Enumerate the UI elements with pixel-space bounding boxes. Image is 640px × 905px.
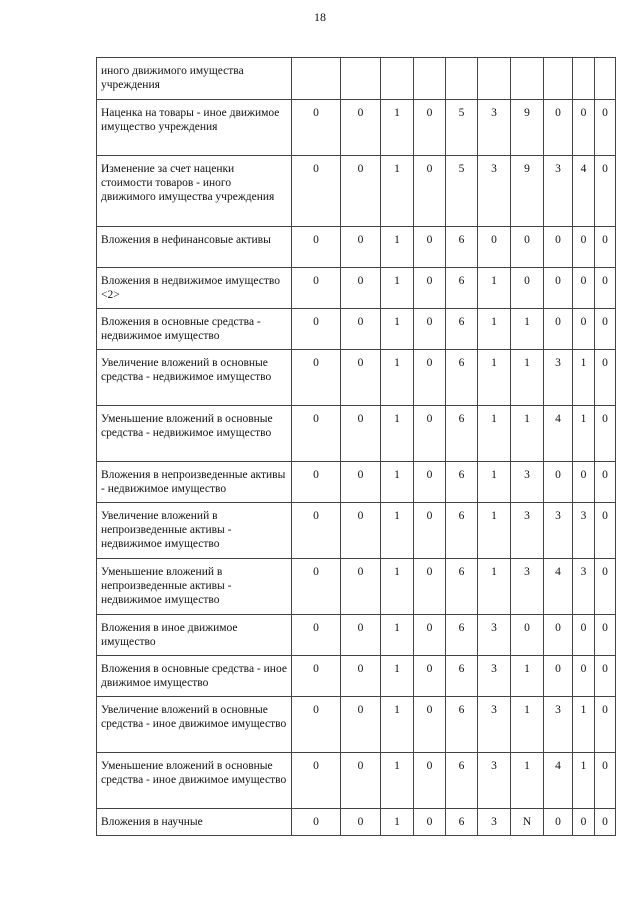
code-digit: 0: [511, 615, 544, 656]
code-digit: 0: [414, 100, 446, 156]
code-digit: 0: [511, 227, 544, 268]
code-digit: 0: [573, 809, 595, 836]
code-digit: 0: [544, 268, 573, 309]
code-digit: 9: [511, 100, 544, 156]
code-digit: 0: [595, 753, 616, 809]
code-digit: 0: [341, 559, 381, 615]
code-digit: 6: [446, 615, 478, 656]
code-digit: 0: [341, 406, 381, 462]
code-digit: 0: [292, 809, 341, 836]
account-name: иного движимого имущества учреждения: [97, 58, 292, 100]
code-digit: 3: [544, 503, 573, 559]
code-digit: 6: [446, 656, 478, 697]
code-digit: 0: [292, 350, 341, 406]
code-digit: [446, 58, 478, 100]
code-digit: 0: [595, 309, 616, 350]
code-digit: 0: [341, 753, 381, 809]
code-digit: 1: [478, 309, 511, 350]
code-digit: 0: [292, 100, 341, 156]
code-digit: [478, 58, 511, 100]
code-digit: 6: [446, 559, 478, 615]
code-digit: 0: [573, 462, 595, 503]
account-name: Вложения в основные средства - недвижимое имущество: [97, 309, 292, 350]
account-name: Изменение за счет наценки стоимости товаров - иного движимого имущества учреждения: [97, 156, 292, 227]
code-digit: 0: [544, 615, 573, 656]
code-digit: 0: [573, 309, 595, 350]
code-digit: 3: [544, 350, 573, 406]
code-digit: 9: [511, 156, 544, 227]
code-digit: 0: [292, 156, 341, 227]
code-digit: 0: [544, 656, 573, 697]
code-digit: 0: [544, 309, 573, 350]
code-digit: 4: [544, 559, 573, 615]
code-digit: 6: [446, 227, 478, 268]
code-digit: N: [511, 809, 544, 836]
table-row: [97, 462, 616, 503]
code-digit: 0: [414, 309, 446, 350]
code-digit: 0: [414, 462, 446, 503]
code-digit: 3: [511, 503, 544, 559]
code-digit: 3: [478, 100, 511, 156]
code-digit: 0: [341, 350, 381, 406]
code-digit: 0: [595, 559, 616, 615]
code-digit: 1: [381, 656, 414, 697]
code-digit: 0: [595, 227, 616, 268]
code-digit: [595, 58, 616, 100]
code-digit: 0: [292, 406, 341, 462]
code-digit: 1: [381, 503, 414, 559]
code-digit: 1: [381, 309, 414, 350]
code-digit: 1: [573, 406, 595, 462]
code-digit: 3: [478, 753, 511, 809]
code-digit: 3: [478, 809, 511, 836]
code-digit: 0: [595, 156, 616, 227]
code-digit: 1: [511, 309, 544, 350]
code-digit: 1: [381, 268, 414, 309]
code-digit: 1: [573, 697, 595, 753]
code-digit: 0: [573, 615, 595, 656]
account-name: Увеличение вложений в основные средства - иное движимое имущество: [97, 697, 292, 753]
code-digit: 1: [381, 227, 414, 268]
code-digit: 3: [544, 697, 573, 753]
code-digit: 0: [595, 656, 616, 697]
code-digit: 0: [341, 156, 381, 227]
code-digit: 0: [341, 309, 381, 350]
code-digit: 6: [446, 268, 478, 309]
code-digit: 1: [573, 350, 595, 406]
table-row: [97, 656, 616, 697]
code-digit: 1: [381, 753, 414, 809]
code-digit: 1: [381, 406, 414, 462]
code-digit: 6: [446, 697, 478, 753]
code-digit: 3: [544, 156, 573, 227]
table-row: [97, 559, 616, 615]
account-name: Уменьшение вложений в основные средства - иное движимое имущество: [97, 753, 292, 809]
table-row: [97, 615, 616, 656]
account-name: Вложения в недвижимое имущество <2>: [97, 268, 292, 309]
code-digit: 1: [478, 462, 511, 503]
code-digit: 0: [292, 462, 341, 503]
code-digit: 3: [511, 559, 544, 615]
code-digit: 1: [381, 350, 414, 406]
code-digit: [292, 58, 341, 100]
account-name: Уменьшение вложений в непроизведенные активы - недвижимое имущество: [97, 559, 292, 615]
code-digit: 0: [414, 559, 446, 615]
code-digit: 0: [292, 503, 341, 559]
code-digit: 1: [511, 656, 544, 697]
code-digit: 1: [381, 697, 414, 753]
code-digit: 0: [595, 615, 616, 656]
code-digit: 3: [573, 503, 595, 559]
code-digit: 0: [573, 227, 595, 268]
code-digit: 6: [446, 406, 478, 462]
account-codes-table: [96, 57, 616, 836]
code-digit: [511, 58, 544, 100]
table-row: [97, 100, 616, 156]
code-digit: 1: [511, 697, 544, 753]
code-digit: 6: [446, 309, 478, 350]
code-digit: 0: [292, 753, 341, 809]
code-digit: 3: [478, 656, 511, 697]
code-digit: 0: [595, 503, 616, 559]
code-digit: 0: [595, 268, 616, 309]
code-digit: [341, 58, 381, 100]
code-digit: 0: [414, 615, 446, 656]
code-digit: 0: [292, 309, 341, 350]
page-number: 18: [314, 10, 326, 24]
code-digit: 0: [414, 656, 446, 697]
code-digit: 6: [446, 809, 478, 836]
code-digit: 3: [478, 156, 511, 227]
code-digit: 0: [544, 809, 573, 836]
table-row: [97, 809, 616, 836]
code-digit: 0: [341, 697, 381, 753]
code-digit: 4: [544, 406, 573, 462]
code-digit: 1: [573, 753, 595, 809]
table-row: [97, 697, 616, 753]
table-row: [97, 406, 616, 462]
code-digit: 0: [595, 462, 616, 503]
code-digit: 1: [478, 559, 511, 615]
code-digit: 6: [446, 350, 478, 406]
code-digit: 1: [511, 406, 544, 462]
code-digit: 0: [478, 227, 511, 268]
code-digit: 1: [381, 462, 414, 503]
table-row: [97, 58, 616, 100]
code-digit: 0: [595, 809, 616, 836]
table-row: [97, 350, 616, 406]
code-digit: 4: [544, 753, 573, 809]
code-digit: 0: [414, 697, 446, 753]
code-digit: 0: [414, 406, 446, 462]
code-digit: 1: [511, 350, 544, 406]
code-digit: 0: [292, 615, 341, 656]
code-digit: 1: [511, 753, 544, 809]
code-digit: 0: [573, 656, 595, 697]
code-digit: 1: [478, 350, 511, 406]
code-digit: 0: [292, 559, 341, 615]
table-body: [97, 58, 616, 836]
code-digit: 1: [381, 100, 414, 156]
account-name: Вложения в нефинансовые активы: [97, 227, 292, 268]
account-name: Вложения в основные средства - иное движимое имущество: [97, 656, 292, 697]
code-digit: 6: [446, 462, 478, 503]
code-digit: 3: [478, 697, 511, 753]
table-row: [97, 227, 616, 268]
code-digit: 0: [341, 656, 381, 697]
account-name: Вложения в иное движимое имущество: [97, 615, 292, 656]
code-digit: 0: [595, 350, 616, 406]
code-digit: 0: [544, 227, 573, 268]
table-row: [97, 503, 616, 559]
code-digit: 0: [341, 503, 381, 559]
code-digit: 1: [478, 268, 511, 309]
table-row: [97, 268, 616, 309]
code-digit: 0: [341, 100, 381, 156]
code-digit: [381, 58, 414, 100]
table-row: [97, 309, 616, 350]
code-digit: 0: [414, 503, 446, 559]
code-digit: 0: [292, 268, 341, 309]
code-digit: [544, 58, 573, 100]
code-digit: 0: [414, 268, 446, 309]
code-digit: 3: [511, 462, 544, 503]
code-digit: 0: [414, 753, 446, 809]
code-digit: 4: [573, 156, 595, 227]
code-digit: 0: [292, 227, 341, 268]
code-digit: 5: [446, 156, 478, 227]
code-digit: 0: [414, 227, 446, 268]
code-digit: 0: [595, 100, 616, 156]
code-digit: 0: [573, 100, 595, 156]
code-digit: 0: [414, 350, 446, 406]
code-digit: 1: [381, 809, 414, 836]
code-digit: 0: [341, 268, 381, 309]
code-digit: [414, 58, 446, 100]
code-digit: [573, 58, 595, 100]
code-digit: 1: [381, 615, 414, 656]
account-name: Увеличение вложений в непроизведенные активы - недвижимое имущество: [97, 503, 292, 559]
code-digit: 3: [573, 559, 595, 615]
code-digit: 0: [341, 615, 381, 656]
code-digit: 0: [595, 697, 616, 753]
code-digit: 6: [446, 753, 478, 809]
code-digit: 0: [341, 809, 381, 836]
code-digit: 6: [446, 503, 478, 559]
code-digit: 1: [381, 559, 414, 615]
account-name: Увеличение вложений в основные средства - недвижимое имущество: [97, 350, 292, 406]
code-digit: 0: [544, 462, 573, 503]
code-digit: 0: [292, 697, 341, 753]
code-digit: 1: [478, 503, 511, 559]
code-digit: 1: [381, 156, 414, 227]
code-digit: 5: [446, 100, 478, 156]
code-digit: 0: [292, 656, 341, 697]
account-name: Наценка на товары - иное движимое имущество учреждения: [97, 100, 292, 156]
code-digit: 0: [544, 100, 573, 156]
code-digit: 0: [414, 156, 446, 227]
code-digit: 3: [478, 615, 511, 656]
account-name: Вложения в научные: [97, 809, 292, 836]
code-digit: 0: [341, 227, 381, 268]
code-digit: 0: [511, 268, 544, 309]
code-digit: 1: [478, 406, 511, 462]
table-row: [97, 753, 616, 809]
code-digit: 0: [414, 809, 446, 836]
table-row: [97, 156, 616, 227]
code-digit: 0: [573, 268, 595, 309]
code-digit: 0: [341, 462, 381, 503]
account-name: Уменьшение вложений в основные средства - недвижимое имущество: [97, 406, 292, 462]
code-digit: 0: [595, 406, 616, 462]
account-name: Вложения в непроизведенные активы - недвижимое имущество: [97, 462, 292, 503]
